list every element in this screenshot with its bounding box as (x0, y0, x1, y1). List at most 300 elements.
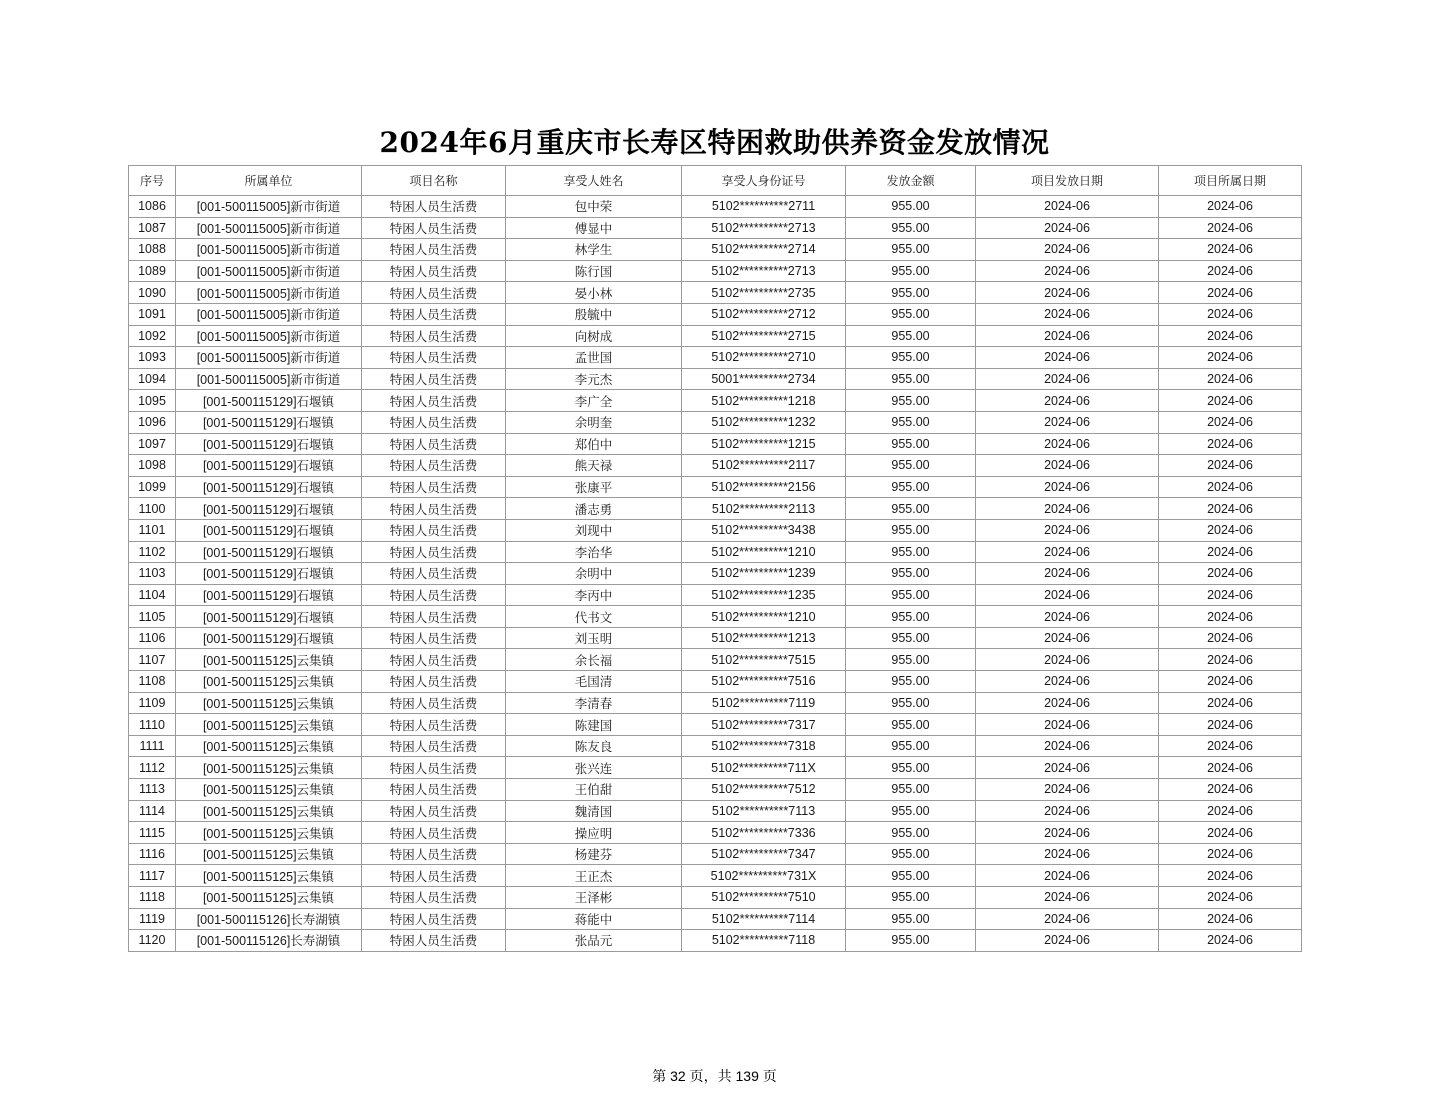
table-cell: 2024-06 (976, 239, 1159, 261)
table-cell: [001-500115005]新市街道 (176, 260, 362, 282)
table-row (129, 455, 1302, 477)
table-cell: 刘现中 (506, 519, 682, 541)
table-cell: 5102**********2714 (682, 239, 846, 261)
table-cell: [001-500115129]石堰镇 (176, 476, 362, 498)
table-cell: 陈行国 (506, 260, 682, 282)
table-cell: 2024-06 (976, 757, 1159, 779)
table-cell: 955.00 (846, 347, 976, 369)
table-header (129, 166, 1302, 196)
table-cell: 1086 (129, 196, 176, 218)
table-cell: 孟世国 (506, 347, 682, 369)
table-cell: 955.00 (846, 843, 976, 865)
table-row (129, 584, 1302, 606)
table-cell: [001-500115125]云集镇 (176, 865, 362, 887)
table-cell: 特困人员生活费 (362, 498, 506, 520)
column-header: 享受人姓名 (506, 166, 682, 196)
table-cell: 2024-06 (976, 627, 1159, 649)
table-cell: [001-500115125]云集镇 (176, 779, 362, 801)
table-cell: 特困人员生活费 (362, 455, 506, 477)
table-cell: 陈友良 (506, 735, 682, 757)
table-row (129, 519, 1302, 541)
table-cell: 5102**********7516 (682, 671, 846, 693)
table-cell: 1118 (129, 887, 176, 909)
table-cell: 955.00 (846, 282, 976, 304)
table-cell: 2024-06 (1159, 239, 1302, 261)
table-cell: 2024-06 (1159, 606, 1302, 628)
table-cell: [001-500115125]云集镇 (176, 822, 362, 844)
table-row (129, 627, 1302, 649)
table-cell: 2024-06 (976, 735, 1159, 757)
table-cell: 陈建国 (506, 714, 682, 736)
table-cell: 1094 (129, 368, 176, 390)
table-cell: 2024-06 (976, 800, 1159, 822)
table-cell: [001-500115125]云集镇 (176, 692, 362, 714)
table-cell: 余明中 (506, 563, 682, 585)
table-cell: 955.00 (846, 411, 976, 433)
table-cell: [001-500115129]石堰镇 (176, 498, 362, 520)
table-cell: 2024-06 (1159, 627, 1302, 649)
table-row (129, 239, 1302, 261)
table-cell: 2024-06 (976, 433, 1159, 455)
table-cell: 955.00 (846, 671, 976, 693)
table-cell: 林学生 (506, 239, 682, 261)
table-cell: 特困人员生活费 (362, 714, 506, 736)
table-cell: 2024-06 (1159, 476, 1302, 498)
table-cell: 2024-06 (1159, 282, 1302, 304)
table-cell: [001-500115125]云集镇 (176, 800, 362, 822)
table-cell: 2024-06 (976, 303, 1159, 325)
table-cell: 2024-06 (976, 563, 1159, 585)
table-cell: 1116 (129, 843, 176, 865)
table-cell: 5102**********7114 (682, 908, 846, 930)
table-cell: 2024-06 (976, 217, 1159, 239)
table-cell: 特困人员生活费 (362, 735, 506, 757)
table-cell: [001-500115125]云集镇 (176, 735, 362, 757)
table-cell: 2024-06 (1159, 930, 1302, 952)
table-cell: [001-500115005]新市街道 (176, 217, 362, 239)
table-cell: 李治华 (506, 541, 682, 563)
table-cell: 955.00 (846, 865, 976, 887)
table-row (129, 735, 1302, 757)
table-cell: 1091 (129, 303, 176, 325)
table-cell: 2024-06 (1159, 908, 1302, 930)
table-row (129, 368, 1302, 390)
table-cell: 特困人员生活费 (362, 584, 506, 606)
page-number: 第 32 页，共 139 页 (652, 1068, 777, 1084)
table-cell: 2024-06 (1159, 735, 1302, 757)
table-cell: 2024-06 (976, 347, 1159, 369)
table-cell: 5102**********1213 (682, 627, 846, 649)
table-cell: 955.00 (846, 692, 976, 714)
table-cell: 李清春 (506, 692, 682, 714)
table-cell: 1092 (129, 325, 176, 347)
table-cell: 2024-06 (976, 368, 1159, 390)
table-cell: 王伯甜 (506, 779, 682, 801)
table-cell: 特困人员生活费 (362, 325, 506, 347)
table-cell: 2024-06 (1159, 779, 1302, 801)
table-row (129, 606, 1302, 628)
table-cell: 1099 (129, 476, 176, 498)
table-cell: 5102**********7119 (682, 692, 846, 714)
table-cell: 5102**********2715 (682, 325, 846, 347)
table-cell: 晏小林 (506, 282, 682, 304)
table-cell: 操应明 (506, 822, 682, 844)
table-cell: 傅显中 (506, 217, 682, 239)
table-row (129, 411, 1302, 433)
table-cell: 955.00 (846, 433, 976, 455)
table-cell: 5102**********7347 (682, 843, 846, 865)
table-row (129, 649, 1302, 671)
table-cell: 1096 (129, 411, 176, 433)
table-cell: 2024-06 (976, 455, 1159, 477)
table-cell: 1102 (129, 541, 176, 563)
table-row (129, 476, 1302, 498)
table-row (129, 563, 1302, 585)
table-cell: 1095 (129, 390, 176, 412)
table-cell: 蒋能中 (506, 908, 682, 930)
table-row (129, 908, 1302, 930)
table-cell: 2024-06 (1159, 325, 1302, 347)
table-cell: 1108 (129, 671, 176, 693)
table-row (129, 779, 1302, 801)
table-cell: 955.00 (846, 325, 976, 347)
table-cell: 5102**********1210 (682, 606, 846, 628)
table-row (129, 692, 1302, 714)
table-cell: 2024-06 (976, 692, 1159, 714)
column-header: 项目所属日期 (1159, 166, 1302, 196)
table-header-row (129, 166, 1302, 196)
table-cell: 2024-06 (976, 908, 1159, 930)
table-cell: 2024-06 (976, 606, 1159, 628)
table-cell: 殷毓中 (506, 303, 682, 325)
table-cell: 特困人员生活费 (362, 843, 506, 865)
table-cell: 5102**********1239 (682, 563, 846, 585)
table-cell: 5102**********2713 (682, 260, 846, 282)
table-cell: 1103 (129, 563, 176, 585)
table-cell: [001-500115129]石堰镇 (176, 627, 362, 649)
table-cell: 2024-06 (976, 584, 1159, 606)
table-cell: 余明奎 (506, 411, 682, 433)
table-cell: 955.00 (846, 887, 976, 909)
table-cell: 955.00 (846, 217, 976, 239)
table-row (129, 887, 1302, 909)
table-row (129, 714, 1302, 736)
table-cell: 特困人员生活费 (362, 671, 506, 693)
table-cell: 2024-06 (1159, 217, 1302, 239)
table-cell: 1100 (129, 498, 176, 520)
table-cell: 2024-06 (1159, 822, 1302, 844)
table-cell: 2024-06 (1159, 649, 1302, 671)
table-cell: 张康平 (506, 476, 682, 498)
table-cell: 1105 (129, 606, 176, 628)
table-cell: 李丙中 (506, 584, 682, 606)
table-cell: 5102**********711X (682, 757, 846, 779)
table-cell: 955.00 (846, 908, 976, 930)
table-cell: 2024-06 (976, 390, 1159, 412)
table-cell: 5102**********2113 (682, 498, 846, 520)
table-body (129, 196, 1302, 952)
table-cell: 955.00 (846, 196, 976, 218)
table-cell: 李元杰 (506, 368, 682, 390)
table-cell: 2024-06 (1159, 800, 1302, 822)
table-cell: 2024-06 (1159, 455, 1302, 477)
table-cell: 1093 (129, 347, 176, 369)
table-cell: 5102**********1218 (682, 390, 846, 412)
table-cell: 魏清国 (506, 800, 682, 822)
table-cell: 2024-06 (1159, 541, 1302, 563)
table-cell: 代书文 (506, 606, 682, 628)
table-cell: 955.00 (846, 239, 976, 261)
table-cell: 955.00 (846, 757, 976, 779)
table-cell: 5102**********7317 (682, 714, 846, 736)
table-cell: 955.00 (846, 541, 976, 563)
table-cell: 2024-06 (976, 649, 1159, 671)
table-cell: [001-500115005]新市街道 (176, 282, 362, 304)
table-cell: 2024-06 (976, 671, 1159, 693)
table-cell: 李广全 (506, 390, 682, 412)
table-cell: [001-500115005]新市街道 (176, 325, 362, 347)
table-cell: 2024-06 (1159, 757, 1302, 779)
table-cell: 2024-06 (1159, 865, 1302, 887)
table-cell: 5102**********2735 (682, 282, 846, 304)
table-cell: [001-500115129]石堰镇 (176, 433, 362, 455)
table-cell: 特困人员生活费 (362, 800, 506, 822)
table-cell: 1115 (129, 822, 176, 844)
page-title: 2024年6月重庆市长寿区特困救助供养资金发放情况 (379, 126, 1050, 159)
table-cell: 特困人员生活费 (362, 239, 506, 261)
table-cell: 1117 (129, 865, 176, 887)
table-cell: 熊天禄 (506, 455, 682, 477)
table-row (129, 822, 1302, 844)
table-cell: 杨建芬 (506, 843, 682, 865)
table-cell: 2024-06 (976, 714, 1159, 736)
table-cell: 1088 (129, 239, 176, 261)
table-cell: 潘志勇 (506, 498, 682, 520)
table-cell: 郑伯中 (506, 433, 682, 455)
table-cell: 特困人员生活费 (362, 627, 506, 649)
table-cell: 2024-06 (976, 541, 1159, 563)
table-cell: [001-500115005]新市街道 (176, 347, 362, 369)
table-cell: 5102**********2156 (682, 476, 846, 498)
table-cell: 特困人员生活费 (362, 541, 506, 563)
table-cell: 5102**********1232 (682, 411, 846, 433)
table-cell: 特困人员生活费 (362, 606, 506, 628)
table-cell: 955.00 (846, 584, 976, 606)
table-cell: 张兴连 (506, 757, 682, 779)
table-cell: 955.00 (846, 822, 976, 844)
table-cell: 5102**********2710 (682, 347, 846, 369)
table-cell: 955.00 (846, 606, 976, 628)
table-cell: 特困人员生活费 (362, 390, 506, 412)
table-cell: 特困人员生活费 (362, 196, 506, 218)
table-row (129, 303, 1302, 325)
table-cell: 2024-06 (1159, 368, 1302, 390)
table-cell: 955.00 (846, 735, 976, 757)
table-cell: 2024-06 (1159, 843, 1302, 865)
table-cell: 5102**********7113 (682, 800, 846, 822)
column-header: 序号 (129, 166, 176, 196)
table-cell: 5102**********7515 (682, 649, 846, 671)
table-cell: 2024-06 (1159, 347, 1302, 369)
table-cell: 1090 (129, 282, 176, 304)
table-cell: 5102**********1210 (682, 541, 846, 563)
table-row (129, 843, 1302, 865)
table-cell: 特困人员生活费 (362, 865, 506, 887)
table-cell: 1106 (129, 627, 176, 649)
table-cell: 5102**********2711 (682, 196, 846, 218)
table-cell: 1089 (129, 260, 176, 282)
table-cell: 2024-06 (1159, 196, 1302, 218)
table-row (129, 498, 1302, 520)
table-cell: 2024-06 (976, 260, 1159, 282)
table-cell: 5102**********3438 (682, 519, 846, 541)
table-cell: 毛国清 (506, 671, 682, 693)
table-cell: 1098 (129, 455, 176, 477)
table-cell: 包中荣 (506, 196, 682, 218)
table-cell: [001-500115129]石堰镇 (176, 606, 362, 628)
table-cell: 2024-06 (1159, 563, 1302, 585)
table-cell: 特困人员生活费 (362, 519, 506, 541)
table-cell: [001-500115129]石堰镇 (176, 411, 362, 433)
table-row (129, 217, 1302, 239)
table-cell: 955.00 (846, 455, 976, 477)
table-cell: 5102**********7510 (682, 887, 846, 909)
table-row (129, 671, 1302, 693)
table-cell: 1101 (129, 519, 176, 541)
table-row (129, 865, 1302, 887)
table-cell: [001-500115005]新市街道 (176, 196, 362, 218)
table-cell: 5102**********7318 (682, 735, 846, 757)
table-cell: [001-500115129]石堰镇 (176, 584, 362, 606)
table-cell: 5102**********7512 (682, 779, 846, 801)
table-cell: 5102**********7336 (682, 822, 846, 844)
table-cell: 特困人员生活费 (362, 649, 506, 671)
table-cell: [001-500115005]新市街道 (176, 368, 362, 390)
table-cell: [001-500115126]长寿湖镇 (176, 930, 362, 952)
table-row (129, 757, 1302, 779)
table-cell: [001-500115125]云集镇 (176, 757, 362, 779)
table-cell: 1112 (129, 757, 176, 779)
table-cell: 特困人员生活费 (362, 411, 506, 433)
table-cell: 特困人员生活费 (362, 476, 506, 498)
table-cell: 特困人员生活费 (362, 260, 506, 282)
table-cell: 2024-06 (1159, 411, 1302, 433)
table-cell: [001-500115125]云集镇 (176, 671, 362, 693)
table-cell: [001-500115125]云集镇 (176, 649, 362, 671)
table-cell: 1110 (129, 714, 176, 736)
table-cell: 2024-06 (1159, 498, 1302, 520)
table-row (129, 433, 1302, 455)
table-cell: [001-500115129]石堰镇 (176, 563, 362, 585)
table-cell: 余长福 (506, 649, 682, 671)
table-cell: 特困人员生活费 (362, 908, 506, 930)
table-cell: 特困人员生活费 (362, 217, 506, 239)
table-cell: [001-500115125]云集镇 (176, 887, 362, 909)
table-cell: 5102**********2117 (682, 455, 846, 477)
table-cell: 2024-06 (1159, 887, 1302, 909)
table-cell: [001-500115129]石堰镇 (176, 455, 362, 477)
table-cell: 2024-06 (976, 519, 1159, 541)
table-cell: 2024-06 (976, 865, 1159, 887)
table-cell: 1113 (129, 779, 176, 801)
table-cell: 向树成 (506, 325, 682, 347)
table-cell: 1120 (129, 930, 176, 952)
table-cell: 955.00 (846, 519, 976, 541)
table-cell: 2024-06 (976, 282, 1159, 304)
table-cell: 955.00 (846, 390, 976, 412)
table-cell: 2024-06 (1159, 390, 1302, 412)
table-cell: 特困人员生活费 (362, 563, 506, 585)
table-row (129, 260, 1302, 282)
table-cell: 1119 (129, 908, 176, 930)
table-cell: 955.00 (846, 260, 976, 282)
table-cell: 特困人员生活费 (362, 347, 506, 369)
table-cell: 1114 (129, 800, 176, 822)
table-cell: 2024-06 (976, 476, 1159, 498)
table-cell: 955.00 (846, 779, 976, 801)
table-cell: 特困人员生活费 (362, 368, 506, 390)
table-cell: 2024-06 (1159, 584, 1302, 606)
table-cell: 5102**********1215 (682, 433, 846, 455)
column-header: 项目发放日期 (976, 166, 1159, 196)
table-cell: 2024-06 (1159, 519, 1302, 541)
table-row (129, 930, 1302, 952)
table-cell: 955.00 (846, 930, 976, 952)
table-cell: [001-500115125]云集镇 (176, 714, 362, 736)
table-cell: [001-500115125]云集镇 (176, 843, 362, 865)
table-cell: 2024-06 (976, 498, 1159, 520)
table-cell: 特困人员生活费 (362, 887, 506, 909)
table-cell: 特困人员生活费 (362, 822, 506, 844)
table-row (129, 325, 1302, 347)
table-cell: 955.00 (846, 649, 976, 671)
table-cell: [001-500115129]石堰镇 (176, 541, 362, 563)
table-cell: 5102**********2713 (682, 217, 846, 239)
table-cell: 2024-06 (976, 887, 1159, 909)
table-cell: 特困人员生活费 (362, 303, 506, 325)
table-cell: 特困人员生活费 (362, 282, 506, 304)
table-cell: 955.00 (846, 714, 976, 736)
table-cell: 2024-06 (976, 325, 1159, 347)
table-cell: [001-500115126]长寿湖镇 (176, 908, 362, 930)
table-cell: 2024-06 (1159, 692, 1302, 714)
table-row (129, 390, 1302, 412)
table-cell: 955.00 (846, 368, 976, 390)
table-cell: 刘玉明 (506, 627, 682, 649)
table-cell: 特困人员生活费 (362, 757, 506, 779)
table-cell: 2024-06 (1159, 714, 1302, 736)
table-cell: 特困人员生活费 (362, 433, 506, 455)
table-cell: 2024-06 (976, 930, 1159, 952)
payment-table (128, 165, 1302, 952)
table-row (129, 282, 1302, 304)
column-header: 项目名称 (362, 166, 506, 196)
table-cell: 1087 (129, 217, 176, 239)
table-cell: 2024-06 (1159, 303, 1302, 325)
table-cell: [001-500115005]新市街道 (176, 239, 362, 261)
table-cell: 1109 (129, 692, 176, 714)
table-cell: 955.00 (846, 563, 976, 585)
table-cell: 2024-06 (976, 411, 1159, 433)
column-header: 享受人身份证号 (682, 166, 846, 196)
table-cell: [001-500115005]新市街道 (176, 303, 362, 325)
table-cell: 1097 (129, 433, 176, 455)
table-row (129, 541, 1302, 563)
table-cell: 2024-06 (976, 779, 1159, 801)
table-cell: 955.00 (846, 303, 976, 325)
table-cell: 特困人员生活费 (362, 692, 506, 714)
table-row (129, 800, 1302, 822)
